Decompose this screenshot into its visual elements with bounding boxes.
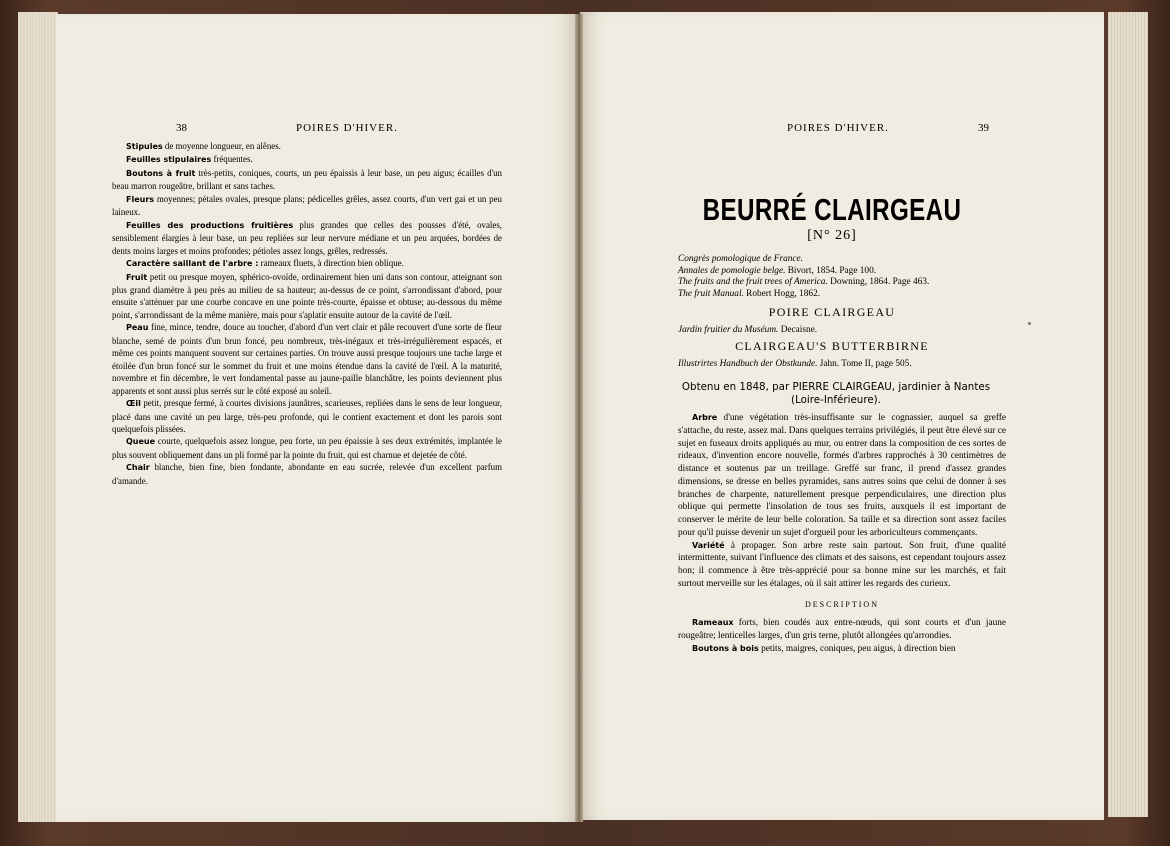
paragraph-text: fréquentes.: [211, 154, 253, 165]
description-paragraph: [678, 643, 1006, 656]
paragraph-text: courte, quelquefois assez longue, peu forte, un peu épaissie à ses deux extrémités, implantée le plus souvent obliquement dans un pli formé par la pointe du fruit, qui est charnue et dejetée de côté.: [112, 436, 502, 460]
paragraph-text: petits, maigres, coniques, peu aigus, à direction bien: [758, 643, 956, 654]
paragraph-text: fine, mince, tendre, douce au toucher, d'abord d'un vert clair et pâle recouvert d'une sorte de fleur blanche, semé de points d'un brun foncé, peu nombreux, très-inégaux et très-irrégulièrement espacés, et même ces points manquent souvent sur certaines parties. On trouve aussi presque toujours une tache large et étoilée d'un brun foncé sur le sommet du fruit et une moins étendue dans la cavité de l'œil. A la maturité, novembre et fin décembre, le vert fondamental passe au jaune-paille blanchâtre, les points deviennent plus apparents et sont aussi plus serrés sur le côté exposé au soleil.: [112, 322, 502, 396]
left-paragraph: [112, 271, 502, 322]
right-running-head: POIRES D'HIVER.: [787, 122, 889, 134]
right-page-number: 39: [978, 122, 989, 134]
paragraph-lead: Peau: [126, 323, 149, 333]
reference-line: [678, 254, 988, 266]
left-paragraph: [112, 153, 502, 166]
paragraph-text: forts, bien coudés aux entre-nœuds, qui sont courts et d'un jaune rougeâtre; lenticelles larges, d'un gris terne, plutôt allongées qu'arrondies.: [678, 618, 1006, 641]
description-paragraphs: [678, 617, 1006, 655]
paragraph-lead: Chair: [126, 463, 150, 473]
paragraph-lead: Boutons à fruit: [126, 168, 196, 178]
description-paragraph: [678, 617, 1006, 643]
paragraph-lead: Fruit: [126, 272, 148, 282]
right-paragraphs: [678, 412, 1006, 591]
reference-detail: Jahn. Tome II, page 505.: [817, 359, 912, 369]
reference-title: The fruits and the fruit trees of America.: [678, 277, 828, 288]
bibliography: [678, 254, 988, 300]
reference-title: The fruit Manual.: [678, 288, 744, 299]
binding-mark: [578, 500, 581, 503]
paragraph-lead: Feuilles stipulaires: [126, 155, 212, 165]
synonym-reference: [678, 359, 998, 369]
left-paragraph: [112, 435, 502, 461]
paragraph-lead: Œil: [126, 399, 141, 409]
left-paragraph: [112, 321, 502, 397]
left-running-head: POIRES D'HIVER.: [296, 122, 398, 134]
reference-detail: Robert Hogg, 1862.: [743, 288, 821, 299]
variety-title: BEURRÉ CLAIRGEAU: [702, 192, 962, 227]
synonym-reference: [678, 325, 998, 335]
paragraph-text: de moyenne longueur, en alênes.: [162, 141, 281, 151]
right-page-body: [678, 412, 1006, 656]
reference-detail: Downing, 1864. Page 463.: [827, 277, 930, 288]
reference-line: [678, 289, 988, 301]
paragraph-lead: Fleurs: [126, 194, 155, 204]
origin-line: Obtenu en 1848, par PIERRE CLAIRGEAU, jardinier à Nantes: [681, 381, 991, 393]
paragraph-lead: Rameaux: [692, 618, 734, 628]
reference-detail: Decaisne.: [778, 325, 818, 335]
reference-title: Congrès pomologique de France.: [678, 254, 803, 264]
paragraph-text: plus grandes que celles des pousses d'été, ovales, sensiblement élargies à leur base, un peu repliées sur leur nervure médiane et un peu arquées, bordées de dents moins larges et moins profondes; pétioles assez longs, grêles, redressés.: [112, 219, 502, 256]
ink-spot: [1028, 322, 1031, 325]
book-gutter: [575, 14, 583, 822]
left-paragraph: [112, 193, 502, 219]
paragraph-text: à propager. Son arbre reste sain partout. Son fruit, d'une qualité intermittente, suivant l'influence des climats et des saisons, est cependant toujours assez bon; il commence à être très-apprécié pour sa bonne mine sur les marchés, et fait surtout merveille sur les étalages, où il sait attirer les regards des curieux.: [678, 540, 1006, 589]
paragraph-text: d'une végétation très-insuffisante sur le cognassier, auquel sa greffe s'attache, du reste, assez mal. Dans quelques terrains privilégiés, il peut être élevé sur ce sujet en fuseaux droits appliqués au mur, ou entrer dans la composition de ces sortes de rideaux, d'invention encore nouvelle, formés d'arbres rapprochés à 30 centimètres de distance et soutenus par un treillage. Greffé sur franc, il prend d'assez grandes dimensions, se dresse en belles pyramides, sans autres soins que celui de donner à ses branches de charpente, naturellement presque perpendiculaires, une direction plus oblique qui permette l'insolation de tous ses fruits, auxquels il est important de conserver le mérite de leur belle coloration. Sa taille et sa direction sont assez faciles pour qu'il puisse devenir un sujet d'orgueil pour les arboriculteurs commençants.: [678, 413, 1006, 538]
origin-line: (Loire-Inférieure).: [791, 394, 881, 406]
binding-mark: [578, 675, 581, 678]
paragraph-lead: Variété: [692, 540, 725, 550]
paragraph-lead: Boutons à bois: [692, 643, 759, 653]
synonym-heading: POIRE CLAIRGEAU: [768, 305, 896, 319]
reference-line: [678, 277, 988, 289]
reference-detail: Bivort, 1854. Page 100.: [785, 265, 877, 276]
paragraph-text: petit ou presque moyen, sphérico-ovoïde, ordinairement bien uni dans son contour, atteignant son plus grand diamètre à peu près au milieu de sa hauteur; au-dessus de ce point, s'arrondissant d'abord, pour ensuite s'atténuer par une courbe concave en une pointe très-courte, épaisse et obtuse; au-dessous du même point, s'arrondissant de la même manière, mais pour s'aplatir ensuite autour de la cavité de l'œil.: [112, 271, 502, 320]
paragraph-text: moyennes; pétales ovales, presque plans; pédicelles grêles, assez courts, d'un vert gai et un peu laineux.: [112, 193, 502, 218]
left-paragraph: [112, 461, 502, 487]
paragraph-lead: Stipules: [126, 142, 163, 151]
reference-title: Jardin fruitier du Muséum.: [678, 325, 779, 335]
paragraph-lead: Queue: [126, 437, 156, 447]
left-page-body: [112, 140, 502, 487]
left-paragraph: [112, 167, 502, 193]
page-stack-left: [18, 12, 58, 822]
left-paragraph: [112, 219, 502, 257]
reference-title: Annales de pomologie belge.: [678, 265, 786, 276]
reference-line: [678, 266, 988, 278]
description-heading: DESCRIPTION: [804, 599, 879, 609]
paragraph-lead: Caractère saillant de l'arbre :: [126, 259, 259, 269]
paragraph-text: très-petits, coniques, courts, un peu épaissis à leur base, un peu aigus; écailles d'un beau marron rougeâtre, brillant et sans taches.: [112, 167, 502, 192]
paragraph-text: petit, presque fermé, à courtes divisions jaunâtres, scarieuses, repliées dans le sens de leur longueur, placé dans une cavité un peu large, très-peu profonde, qui le contient exactement et dont les parois sont quelquefois plissées.: [112, 398, 502, 434]
paragraph-lead: Arbre: [692, 413, 718, 422]
page-stack-right: [1108, 12, 1148, 817]
paragraph-text: rameaux fluets, à direction bien oblique.: [258, 258, 404, 269]
paragraph-text: blanche, bien fine, bien fondante, abondante en eau sucrée, relevée d'un excellent parfum d'amande.: [112, 462, 502, 486]
binding-mark: [578, 358, 581, 361]
paragraph-lead: Feuilles des productions fruitières: [126, 220, 294, 230]
right-paragraph: [678, 412, 1006, 540]
left-paragraph: [112, 140, 502, 153]
reference-title: Illustrirtes Handbuch der Obstkunde.: [678, 359, 818, 369]
origin-note: [660, 381, 1012, 407]
left-page-number: 38: [176, 122, 187, 134]
right-paragraph: [678, 540, 1006, 591]
left-paragraph: [112, 397, 502, 435]
left-paragraph: [112, 257, 502, 270]
variety-number: [N° 26]: [807, 228, 857, 243]
synonym-heading: CLAIRGEAU'S BUTTERBIRNE: [735, 339, 929, 353]
